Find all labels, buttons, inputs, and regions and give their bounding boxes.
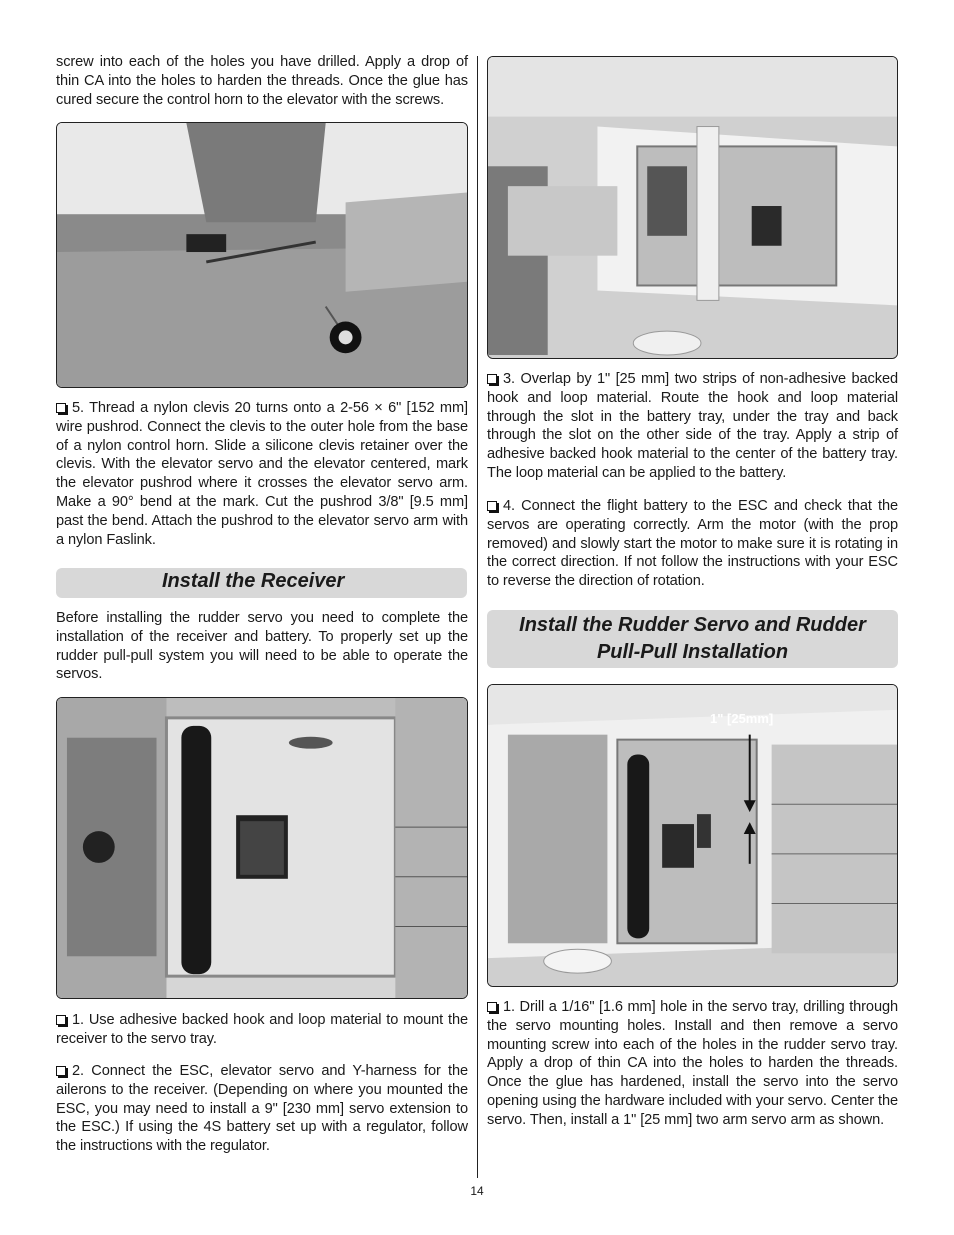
section-heading-receiver xyxy=(56,568,467,598)
rudder-step-1-text: 1. Drill a 1/16" [1.6 mm] hole in the servo tray, drilling through the servo mounting holes. Install and then remove a servo mounting screw into each of the holes in the rudder servo tray. Apply a drop of thin CA into the holes to harden the threads. Once the glue has hardened, install the servo into the servo opening using the hardware included with your servo. Center the servo. Then, install a 1" [25 mm] two arm servo arm as shown. xyxy=(487,999,898,1128)
step-5-text: 5. Thread a nylon clevis 20 turns onto a 2-56 × 6" [152 mm] wire pushrod. Connect the clevis to the outer hole from the base of a nylon control horn. Slide a silicone clevis retainer over the clevis. With the elevator servo and the elevator centered, mark the elevator pushrod where it crosses the elevator servo arm. Make a 90° bend at the mark. Cut the pushrod 3/8" [9.5 mm] past the bend. Attach the pushrod to the elevator servo arm with a nylon Faslink. xyxy=(56,400,468,548)
checkbox-icon[interactable] xyxy=(56,1066,66,1076)
step-4 xyxy=(487,497,898,591)
step-4-text: 4. Connect the flight battery to the ESC and check that the servos are operating correctly. Arm the motor (with the prop removed) and slowly start the motor to make sure it is rotating in the correct direction. If not follow the instructions with your ESC to reverse the direction of rotation. xyxy=(487,498,898,590)
section-heading-receiver-text: Install the Receiver xyxy=(162,570,345,592)
section-heading-rudder xyxy=(487,610,898,668)
receiver-installation-photo xyxy=(56,697,468,999)
checkbox-icon[interactable] xyxy=(487,374,497,384)
page-number: 14 xyxy=(470,1184,484,1198)
step-3 xyxy=(487,370,898,483)
rudder-servo-photo xyxy=(487,684,898,987)
checkbox-icon[interactable] xyxy=(56,403,66,413)
rudder-step-1 xyxy=(487,998,898,1130)
checkbox-icon[interactable] xyxy=(56,1015,66,1025)
step-2-text: 2. Connect the ESC, elevator servo and Y-harness for the ailerons to the receiver. (Depending on where you mounted the ESC, you may need to install a 9" [230 mm] servo extension to the ESC.) If using the 4S battery set up with a regulator, follow the instructions with the regulator. xyxy=(56,1063,468,1155)
step-3-text: 3. Overlap by 1" [25 mm] two strips of non-adhesive backed hook and loop material. Route the hook and loop material through the slot in the battery tray, under the tray and back through the slot on the other side of the tray. Apply a strip of adhesive backed hook material to the center of the battery tray. The loop material can be applied to the battery. xyxy=(487,371,898,481)
step-1 xyxy=(56,1011,468,1049)
battery-tray-photo xyxy=(487,56,898,359)
checkbox-icon[interactable] xyxy=(487,1002,497,1012)
intro-paragraph: screw into each of the holes you have drilled. Apply a drop of thin CA into the holes to harden the threads. Once the glue has cured secure the control horn to the elevator with the screws. xyxy=(56,54,468,108)
elevator-servo-photo xyxy=(56,122,468,388)
checkbox-icon[interactable] xyxy=(487,501,497,511)
step-2 xyxy=(56,1062,468,1156)
measurement-label: 1" [25mm] xyxy=(710,711,774,726)
receiver-intro: Before installing the rudder servo you need to complete the installation of the receiver and battery. To properly set up the rudder pull-pull system you will need to be able to operate the servos. xyxy=(56,610,468,683)
column-divider xyxy=(477,56,478,1178)
step-1-text: 1. Use adhesive backed hook and loop material to mount the receiver to the servo tray. xyxy=(56,1012,468,1047)
section-heading-rudder-line2: Pull-Pull Installation xyxy=(596,641,789,663)
section-heading-rudder-line1: Install the Rudder Servo and Rudder xyxy=(519,614,866,636)
step-5 xyxy=(56,399,468,549)
